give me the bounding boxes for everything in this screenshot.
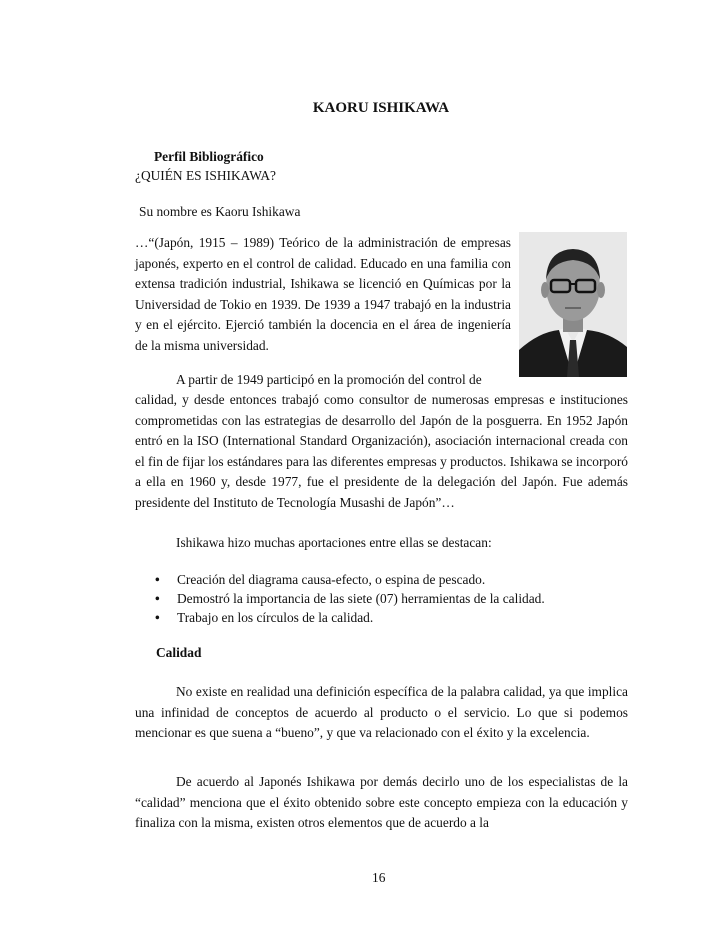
quality-heading: Calidad bbox=[156, 645, 202, 660]
paragraph-2-start: A partir de 1949 participó en la promoción del control de bbox=[176, 372, 482, 387]
profile-heading: Perfil Bibliográfico bbox=[154, 149, 264, 164]
question-heading: ¿QUIÉN ES ISHIKAWA? bbox=[135, 168, 276, 183]
bullet-icon: • bbox=[155, 572, 160, 587]
quality-paragraph-1: No existe en realidad una definición específica de la palabra calidad, ya que implica una infinidad de conceptos de acuerdo al producto o el servicio. Lo que si podemos mencionar es que suena a “bueno”, y que va relacionado con el éxito y la excelencia. bbox=[135, 684, 628, 740]
paragraph-2-rest: calidad, y desde entonces trabajó como consultor de numerosas empresas e instituciones comprometidas con las estrategias de desarrollo del Japón de la posguerra. En 1952 Japón entró en la ISO (International Standard Organización), asociación internacional creada con el fin de fijar los estándares para las diferentes empresas y productos. Ishikawa se incorporó a ella en 1960 y, desde 1977, fue el presidente de la delegación del Japón. Fue además presidente del Instituto de Tecnología Musashi de Japón”… bbox=[135, 392, 628, 510]
page-number: 16 bbox=[372, 870, 386, 885]
list-item: • Demostró la importancia de las siete (07) herramientas de la calidad. bbox=[155, 591, 545, 606]
list-item: • Trabajo en los círculos de la calidad. bbox=[155, 610, 374, 625]
contributions-list bbox=[155, 570, 545, 627]
portrait-image bbox=[519, 232, 627, 377]
bullet-icon: • bbox=[155, 591, 160, 606]
contributions-intro: Ishikawa hizo muchas aportaciones entre ellas se destacan: bbox=[176, 535, 492, 550]
page-title: KAORU ISHIKAWA bbox=[312, 100, 450, 116]
name-line: Su nombre es Kaoru Ishikawa bbox=[139, 204, 301, 219]
portrait-photo bbox=[519, 232, 627, 377]
quality-paragraph-2: De acuerdo al Japonés Ishikawa por demás decirlo uno de los especialistas de la “calidad” menciona que el éxito obtenido sobre este concepto empieza con la educación y finaliza con la misma, existen otros elementos que de acuerdo a la bbox=[135, 774, 628, 830]
bullet-icon: • bbox=[155, 610, 160, 625]
list-item: • Creación del diagrama causa-efecto, o espina de pescado. bbox=[155, 572, 486, 587]
bio-paragraph: …“(Japón, 1915 – 1989) Teórico de la administración de empresas japonés, experto en el control de calidad. Educado en una familia con extensa tradición industrial, Ishikawa se licenció en Químicas por la Universidad de Tokio en 1939. De 1939 a 1947 trabajó en la industria y en el ejército. Ejerció también la docencia en el área de ingeniería de la misma universidad. bbox=[135, 235, 511, 353]
